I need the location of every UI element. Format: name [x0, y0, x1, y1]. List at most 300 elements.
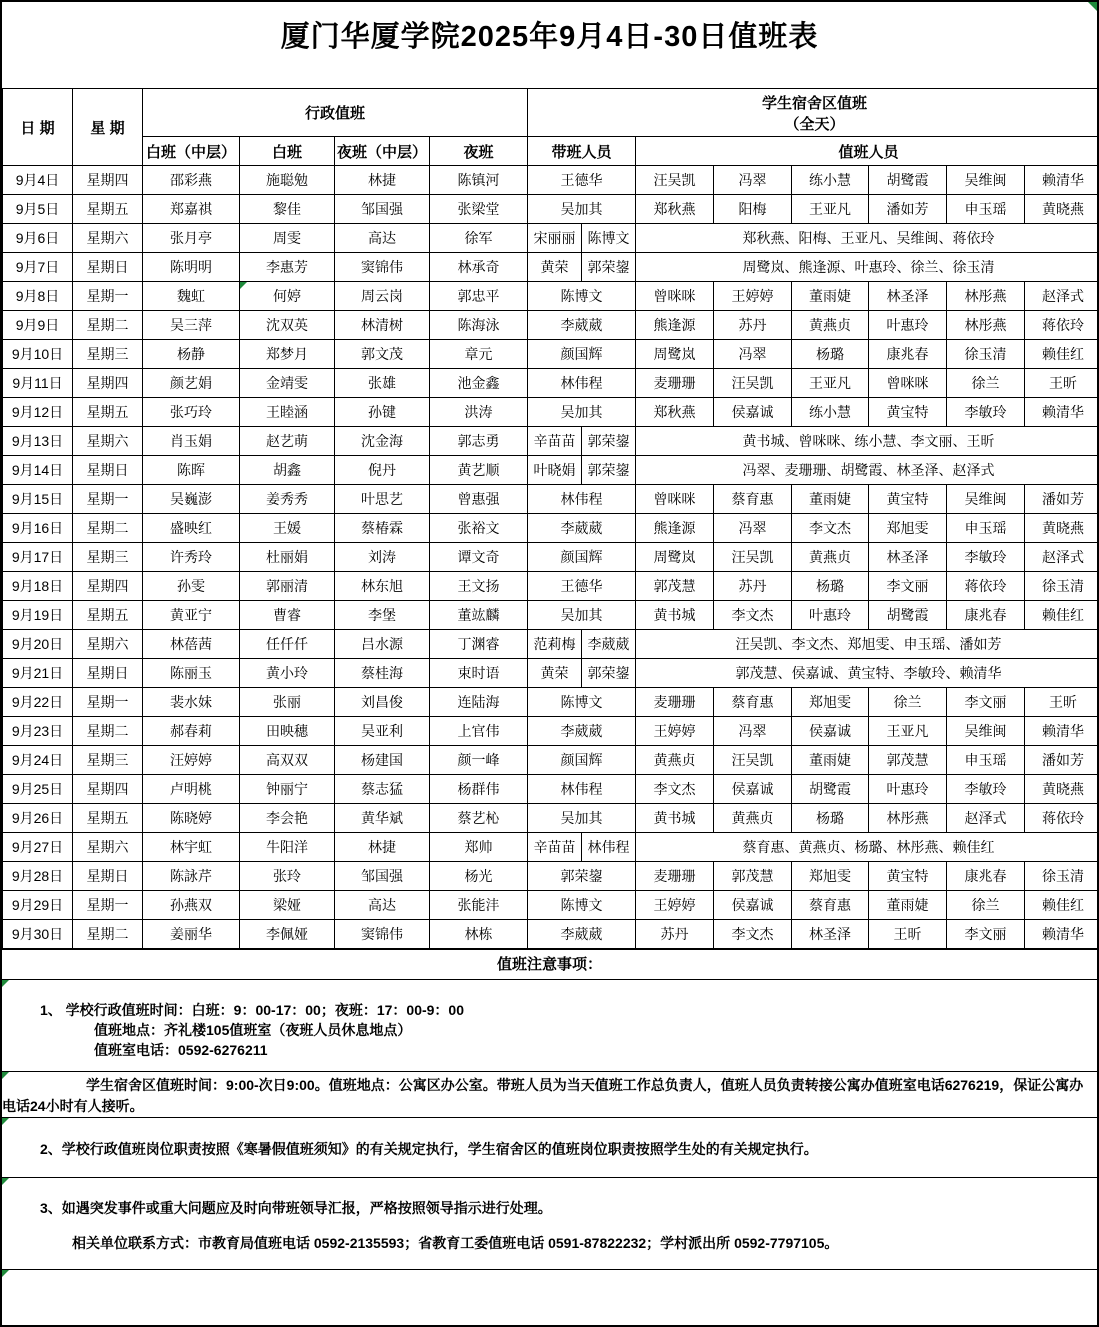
note-dorm-text: 学生宿舍区值班时间：9:00-次日9:00。值班地点：公寓区办公室。带班人员为当天值班工作总负责人，值班人员负责转接公寓办值班室电话6276219，保证公寓办电话24小时有人接听。 [2, 1077, 1084, 1114]
lead-person-cell: 颜国辉 [528, 746, 636, 775]
lead-person-cell: 林伟程 [528, 775, 636, 804]
duty-person-cell: 赵泽式 [1025, 282, 1099, 311]
day-mid-duty-cell: 颜艺娟 [143, 369, 240, 398]
night-duty-cell: 曾惠强 [430, 485, 528, 514]
table-row [3, 804, 1099, 833]
duty-person-cell: 叶惠玲 [869, 311, 947, 340]
night-mid-duty-cell: 沈金海 [335, 427, 430, 456]
duty-person-cell: 黄燕贞 [636, 746, 714, 775]
duty-person-cell: 杨璐 [792, 804, 869, 833]
day-duty-cell: 张丽 [240, 688, 335, 717]
title-block [2, 2, 1097, 88]
day-mid-duty-cell: 陈晖 [143, 456, 240, 485]
date-cell: 9月7日 [3, 253, 73, 282]
duty-person-cell: 吴维闽 [947, 485, 1025, 514]
lead-person-cell: 颜国辉 [528, 340, 636, 369]
day-duty-cell: 周雯 [240, 224, 335, 253]
night-mid-duty-cell: 杨建国 [335, 746, 430, 775]
table-row [3, 311, 1099, 340]
duty-person-cell: 曾咪咪 [869, 369, 947, 398]
night-mid-duty-cell: 孙键 [335, 398, 430, 427]
night-duty-cell: 蔡艺杺 [430, 804, 528, 833]
col-header-day: 白班 [240, 137, 335, 166]
duty-persons-merged-cell: 冯翠、麦珊珊、胡鹭霞、林圣泽、赵泽式 [636, 456, 1099, 485]
duty-person-cell: 徐兰 [869, 688, 947, 717]
day-duty-cell: 牛阳洋 [240, 833, 335, 862]
note-dorm-duty-time [2, 1071, 1097, 1117]
lead-person-cell: 李葳葳 [528, 311, 636, 340]
weekday-cell: 星期二 [73, 920, 143, 949]
table-row [3, 572, 1099, 601]
duty-person-cell: 王亚凡 [792, 369, 869, 398]
duty-person-cell: 麦珊珊 [636, 862, 714, 891]
lead-person-cell: 吴加其 [528, 195, 636, 224]
day-mid-duty-cell: 姜丽华 [143, 920, 240, 949]
night-mid-duty-cell: 林清树 [335, 311, 430, 340]
table-row [3, 862, 1099, 891]
duty-person-cell: 赵泽式 [947, 804, 1025, 833]
day-mid-duty-cell: 郝春莉 [143, 717, 240, 746]
duty-person-cell: 吴维闽 [947, 717, 1025, 746]
date-cell: 9月8日 [3, 282, 73, 311]
duty-person-cell: 蔡育惠 [714, 485, 792, 514]
duty-person-cell: 汪吴凯 [714, 746, 792, 775]
duty-person-cell: 郑旭雯 [792, 688, 869, 717]
duty-person-cell: 王亚凡 [792, 195, 869, 224]
day-mid-duty-cell: 林宇虹 [143, 833, 240, 862]
day-duty-cell: 钟丽宁 [240, 775, 335, 804]
night-mid-duty-cell: 林捷 [335, 166, 430, 195]
empty-row [2, 1269, 1097, 1314]
duty-person-cell: 练小慧 [792, 166, 869, 195]
dorm-group-line1: 学生宿舍区值班 [762, 94, 868, 112]
duty-person-cell: 苏丹 [714, 311, 792, 340]
duty-person-cell: 冯翠 [714, 514, 792, 543]
duty-person-cell: 徐玉清 [947, 340, 1025, 369]
day-mid-duty-cell: 汪婷婷 [143, 746, 240, 775]
duty-person-cell: 申玉瑶 [947, 195, 1025, 224]
night-mid-duty-cell: 蔡桂海 [335, 659, 430, 688]
page-title: 厦门华厦学院2025年9月4日-30日值班表 [280, 21, 819, 53]
duty-person-cell: 李敏玲 [947, 543, 1025, 572]
day-duty-cell: 王睦涵 [240, 398, 335, 427]
night-duty-cell: 张能沣 [430, 891, 528, 920]
day-duty-cell: 沈双英 [240, 311, 335, 340]
dorm-group-line2: （全天） [784, 115, 845, 133]
duty-person-cell: 黄书城 [636, 601, 714, 630]
lead-person-cell: 李葳葳 [528, 717, 636, 746]
excel-flag-icon [1088, 2, 1097, 11]
duty-person-cell: 蒋依玲 [947, 572, 1025, 601]
date-cell: 9月28日 [3, 862, 73, 891]
night-mid-duty-cell: 高达 [335, 891, 430, 920]
night-mid-duty-cell: 张雄 [335, 369, 430, 398]
duty-persons-merged-cell: 蔡育惠、黄燕贞、杨璐、林彤燕、赖佳红 [636, 833, 1099, 862]
duty-person-cell: 黄晓燕 [1025, 195, 1099, 224]
table-row [3, 195, 1099, 224]
duty-person-cell: 李文丽 [947, 688, 1025, 717]
table-row [3, 340, 1099, 369]
night-mid-duty-cell: 吕水源 [335, 630, 430, 659]
table-row [3, 427, 1099, 456]
day-mid-duty-cell: 吴三萍 [143, 311, 240, 340]
excel-flag-icon [2, 1072, 9, 1079]
table-row [3, 224, 1099, 253]
header-group-row [3, 89, 1099, 137]
duty-person-cell: 熊逢源 [636, 311, 714, 340]
duty-person-cell: 赖佳红 [1025, 891, 1099, 920]
lead-person-cell: 林伟程 [528, 369, 636, 398]
duty-person-cell: 胡鹭霞 [869, 166, 947, 195]
night-mid-duty-cell: 蔡椿霖 [335, 514, 430, 543]
weekday-cell: 星期日 [73, 253, 143, 282]
weekday-cell: 星期六 [73, 833, 143, 862]
lead-person-cell: 郭荣鋆 [582, 659, 636, 688]
weekday-cell: 星期二 [73, 311, 143, 340]
day-duty-cell: 胡鑫 [240, 456, 335, 485]
duty-person-cell: 黄书城 [636, 804, 714, 833]
duty-person-cell: 麦珊珊 [636, 369, 714, 398]
contacts-text: 相关单位联系方式：市教育局值班电话 0592-2135593；省教育工委值班电话 0591-87822232；学村派出所 0592-7797105。 [72, 1235, 839, 1251]
duty-person-cell: 王昕 [1025, 688, 1099, 717]
duty-person-cell: 苏丹 [636, 920, 714, 949]
table-row [3, 630, 1099, 659]
lead-person-cell: 宋丽丽 [528, 224, 582, 253]
lead-person-cell: 吴加其 [528, 398, 636, 427]
excel-flag-icon [2, 1178, 9, 1185]
duty-person-cell: 王昕 [1025, 369, 1099, 398]
duty-person-cell: 郭茂慧 [869, 746, 947, 775]
col-group-dorm-duty [528, 89, 1099, 137]
day-duty-cell: 高双双 [240, 746, 335, 775]
duty-person-cell: 郑旭雯 [869, 514, 947, 543]
duty-person-cell: 徐兰 [947, 891, 1025, 920]
note-emergency-and-contacts [2, 1177, 1097, 1269]
night-duty-cell: 束时语 [430, 659, 528, 688]
duty-person-cell: 李文丽 [947, 920, 1025, 949]
lead-person-cell: 林伟程 [528, 485, 636, 514]
duty-person-cell: 黄晓燕 [1025, 514, 1099, 543]
table-row [3, 717, 1099, 746]
date-cell: 9月11日 [3, 369, 73, 398]
weekday-cell: 星期五 [73, 601, 143, 630]
duty-person-cell: 王亚凡 [869, 717, 947, 746]
lead-person-cell: 吴加其 [528, 601, 636, 630]
col-header-day-mid: 白班（中层） [143, 137, 240, 166]
duty-roster-table [2, 88, 1099, 949]
date-cell: 9月18日 [3, 572, 73, 601]
excel-flag-icon [2, 1118, 9, 1125]
lead-person-cell: 王德华 [528, 572, 636, 601]
day-mid-duty-cell: 盛映红 [143, 514, 240, 543]
day-duty-cell: 郭丽清 [240, 572, 335, 601]
duty-person-cell: 蔡育惠 [792, 891, 869, 920]
duty-person-cell: 董雨婕 [792, 485, 869, 514]
day-duty-cell: 李惠芳 [240, 253, 335, 282]
table-row [3, 166, 1099, 195]
duty-person-cell: 黄燕贞 [792, 311, 869, 340]
duty-person-cell: 汪吴凯 [636, 166, 714, 195]
weekday-cell: 星期一 [73, 282, 143, 311]
day-duty-cell: 金靖雯 [240, 369, 335, 398]
duty-person-cell: 黄宝特 [869, 485, 947, 514]
weekday-cell: 星期四 [73, 369, 143, 398]
day-duty-cell: 王媛 [240, 514, 335, 543]
duty-person-cell: 徐玉清 [1025, 862, 1099, 891]
lead-person-cell: 李葳葳 [582, 630, 636, 659]
lead-person-cell: 郭荣鋆 [582, 253, 636, 282]
night-duty-cell: 谭文奇 [430, 543, 528, 572]
night-mid-duty-cell: 邹国强 [335, 195, 430, 224]
lead-person-cell: 辛苗苗 [528, 833, 582, 862]
duty-person-cell: 黄燕贞 [792, 543, 869, 572]
duty-person-cell: 赖清华 [1025, 920, 1099, 949]
date-cell: 9月22日 [3, 688, 73, 717]
duty-person-cell: 蒋依玲 [1025, 804, 1099, 833]
excel-flag-icon [240, 282, 247, 289]
day-mid-duty-cell: 张巧玲 [143, 398, 240, 427]
duty-person-cell: 杨璐 [792, 340, 869, 369]
duty-person-cell: 康兆春 [869, 340, 947, 369]
duty-person-cell: 练小慧 [792, 398, 869, 427]
duty-person-cell: 李文杰 [636, 775, 714, 804]
weekday-cell: 星期四 [73, 166, 143, 195]
day-mid-duty-cell: 陈晓婷 [143, 804, 240, 833]
day-duty-cell: 郑梦月 [240, 340, 335, 369]
table-row [3, 746, 1099, 775]
date-cell: 9月27日 [3, 833, 73, 862]
weekday-cell: 星期三 [73, 543, 143, 572]
weekday-cell: 星期二 [73, 514, 143, 543]
weekday-cell: 星期三 [73, 340, 143, 369]
duty-person-cell: 李文杰 [714, 920, 792, 949]
night-mid-duty-cell: 林捷 [335, 833, 430, 862]
duty-person-cell: 黄宝特 [869, 862, 947, 891]
table-row [3, 775, 1099, 804]
date-cell: 9月25日 [3, 775, 73, 804]
duty-person-cell: 董雨婕 [869, 891, 947, 920]
day-duty-cell: 黄小玲 [240, 659, 335, 688]
duty-person-cell: 吴维闽 [947, 166, 1025, 195]
col-header-duty: 值班人员 [636, 137, 1099, 166]
duty-person-cell: 蔡育惠 [714, 688, 792, 717]
night-mid-duty-cell: 窦锦伟 [335, 253, 430, 282]
lead-person-cell: 叶晓娟 [528, 456, 582, 485]
night-duty-cell: 池金鑫 [430, 369, 528, 398]
date-cell: 9月19日 [3, 601, 73, 630]
note-admin-duty-time [2, 979, 1097, 1071]
night-duty-cell: 郭忠平 [430, 282, 528, 311]
duty-persons-merged-cell: 汪吴凯、李文杰、郑旭雯、申玉瑶、潘如芳 [636, 630, 1099, 659]
note-duty-rules [2, 1117, 1097, 1177]
duty-person-cell: 阳梅 [714, 195, 792, 224]
weekday-cell: 星期五 [73, 195, 143, 224]
duty-person-cell: 黄燕贞 [714, 804, 792, 833]
weekday-cell: 星期五 [73, 804, 143, 833]
night-mid-duty-cell: 郭文茂 [335, 340, 430, 369]
lead-person-cell: 林伟程 [582, 833, 636, 862]
night-mid-duty-cell: 叶思艺 [335, 485, 430, 514]
excel-flag-icon [2, 980, 9, 987]
night-mid-duty-cell: 高达 [335, 224, 430, 253]
night-duty-cell: 郑帅 [430, 833, 528, 862]
duty-person-cell: 李敏玲 [947, 775, 1025, 804]
duty-person-cell: 冯翠 [714, 340, 792, 369]
lead-person-cell: 陈博文 [582, 224, 636, 253]
day-duty-cell: 张玲 [240, 862, 335, 891]
duty-person-cell: 冯翠 [714, 166, 792, 195]
duty-person-cell: 赖佳红 [1025, 340, 1099, 369]
note3-text: 3、如遇突发事件或重大问题应及时向带班领导汇报，严格按照领导指示进行处理。 [40, 1200, 552, 1216]
duty-person-cell: 赖清华 [1025, 717, 1099, 746]
date-cell: 9月29日 [3, 891, 73, 920]
duty-person-cell: 林圣泽 [869, 543, 947, 572]
duty-person-cell: 黄晓燕 [1025, 775, 1099, 804]
day-duty-cell: 何婷 [240, 282, 335, 311]
day-mid-duty-cell: 裴水妹 [143, 688, 240, 717]
weekday-cell: 星期一 [73, 688, 143, 717]
table-row [3, 833, 1099, 862]
night-duty-cell: 王文扬 [430, 572, 528, 601]
duty-person-cell: 周鹭岚 [636, 543, 714, 572]
night-duty-cell: 陈镇河 [430, 166, 528, 195]
day-mid-duty-cell: 卢明桃 [143, 775, 240, 804]
note1-line1: 1、 学校行政值班时间：白班：9：00-17：00；夜班：17：00-9：00 [40, 1002, 465, 1018]
duty-person-cell: 赵泽式 [1025, 543, 1099, 572]
duty-person-cell: 蒋依玲 [1025, 311, 1099, 340]
duty-person-cell: 王婷婷 [636, 717, 714, 746]
lead-person-cell: 辛苗苗 [528, 427, 582, 456]
table-row [3, 456, 1099, 485]
date-cell: 9月17日 [3, 543, 73, 572]
duty-person-cell: 叶惠玲 [869, 775, 947, 804]
day-mid-duty-cell: 黄亚宁 [143, 601, 240, 630]
duty-person-cell: 徐兰 [947, 369, 1025, 398]
lead-person-cell: 黄荣 [528, 659, 582, 688]
day-duty-cell: 施聪勉 [240, 166, 335, 195]
duty-person-cell: 黄宝特 [869, 398, 947, 427]
lead-person-cell: 范莉梅 [528, 630, 582, 659]
duty-person-cell: 董雨婕 [792, 746, 869, 775]
night-duty-cell: 张梁堂 [430, 195, 528, 224]
table-row [3, 543, 1099, 572]
night-mid-duty-cell: 周云岗 [335, 282, 430, 311]
duty-person-cell: 郭茂慧 [714, 862, 792, 891]
duty-person-cell: 申玉瑶 [947, 746, 1025, 775]
duty-person-cell: 王婷婷 [714, 282, 792, 311]
night-duty-cell: 黄艺顺 [430, 456, 528, 485]
night-mid-duty-cell: 倪丹 [335, 456, 430, 485]
day-mid-duty-cell: 陈明明 [143, 253, 240, 282]
night-duty-cell: 董竑麟 [430, 601, 528, 630]
night-duty-cell: 颜一峰 [430, 746, 528, 775]
lead-person-cell: 王德华 [528, 166, 636, 195]
night-duty-cell: 上官伟 [430, 717, 528, 746]
duty-person-cell: 林彤燕 [947, 282, 1025, 311]
duty-person-cell: 侯嘉诚 [714, 891, 792, 920]
col-group-admin-duty: 行政值班 [143, 89, 528, 137]
duty-person-cell: 侯嘉诚 [714, 775, 792, 804]
duty-person-cell: 郑秋燕 [636, 398, 714, 427]
duty-person-cell: 徐玉清 [1025, 572, 1099, 601]
day-mid-duty-cell: 张月亭 [143, 224, 240, 253]
table-row [3, 688, 1099, 717]
duty-person-cell: 胡鹭霞 [792, 775, 869, 804]
duty-person-cell: 苏丹 [714, 572, 792, 601]
day-mid-duty-cell: 陈丽玉 [143, 659, 240, 688]
note2-text: 2、学校行政值班岗位职责按照《寒暑假值班须知》的有关规定执行，学生宿舍区的值班岗位职责按照学生处的有关规定执行。 [40, 1141, 818, 1157]
duty-person-cell: 汪吴凯 [714, 543, 792, 572]
duty-person-cell: 潘如芳 [869, 195, 947, 224]
day-duty-cell: 田映穗 [240, 717, 335, 746]
date-cell: 9月13日 [3, 427, 73, 456]
header-sub-row [3, 137, 1099, 166]
duty-person-cell: 曾咪咪 [636, 485, 714, 514]
night-duty-cell: 丁渊睿 [430, 630, 528, 659]
duty-person-cell: 叶惠玲 [792, 601, 869, 630]
day-mid-duty-cell: 肖玉娟 [143, 427, 240, 456]
duty-person-cell: 冯翠 [714, 717, 792, 746]
night-duty-cell: 郭志勇 [430, 427, 528, 456]
day-duty-cell: 任仟仟 [240, 630, 335, 659]
duty-person-cell: 赖佳红 [1025, 601, 1099, 630]
duty-person-cell: 李文丽 [869, 572, 947, 601]
date-cell: 9月5日 [3, 195, 73, 224]
duty-person-cell: 赖清华 [1025, 166, 1099, 195]
date-cell: 9月14日 [3, 456, 73, 485]
night-mid-duty-cell: 邹国强 [335, 862, 430, 891]
date-cell: 9月26日 [3, 804, 73, 833]
weekday-cell: 星期四 [73, 572, 143, 601]
date-cell: 9月21日 [3, 659, 73, 688]
duty-person-cell: 郭茂慧 [636, 572, 714, 601]
duty-person-cell: 王昕 [869, 920, 947, 949]
date-cell: 9月20日 [3, 630, 73, 659]
day-duty-cell: 李佩娅 [240, 920, 335, 949]
date-cell: 9月30日 [3, 920, 73, 949]
lead-person-cell: 郭荣鋆 [582, 427, 636, 456]
duty-persons-merged-cell: 黄书城、曾咪咪、练小慧、李文丽、王昕 [636, 427, 1099, 456]
duty-person-cell: 郑旭雯 [792, 862, 869, 891]
duty-person-cell: 曾咪咪 [636, 282, 714, 311]
night-mid-duty-cell: 蔡志猛 [335, 775, 430, 804]
weekday-cell: 星期日 [73, 659, 143, 688]
night-mid-duty-cell: 林东旭 [335, 572, 430, 601]
lead-person-cell: 颜国辉 [528, 543, 636, 572]
night-duty-cell: 洪涛 [430, 398, 528, 427]
day-duty-cell: 赵艺萌 [240, 427, 335, 456]
lead-person-cell: 陈博文 [528, 891, 636, 920]
night-duty-cell: 连陆海 [430, 688, 528, 717]
date-cell: 9月12日 [3, 398, 73, 427]
duty-person-cell: 董雨婕 [792, 282, 869, 311]
date-cell: 9月23日 [3, 717, 73, 746]
table-row [3, 601, 1099, 630]
night-duty-cell: 林承奇 [430, 253, 528, 282]
day-mid-duty-cell: 孙燕双 [143, 891, 240, 920]
weekday-cell: 星期一 [73, 485, 143, 514]
duty-persons-merged-cell: 郭茂慧、侯嘉诚、黄宝特、李敏玲、赖清华 [636, 659, 1099, 688]
weekday-cell: 星期日 [73, 456, 143, 485]
duty-persons-merged-cell: 郑秋燕、阳梅、王亚凡、吴维闽、蒋依玲 [636, 224, 1099, 253]
duty-person-cell: 林彤燕 [947, 311, 1025, 340]
night-duty-cell: 杨光 [430, 862, 528, 891]
weekday-cell: 星期日 [73, 862, 143, 891]
day-mid-duty-cell: 林蓓茜 [143, 630, 240, 659]
duty-person-cell: 王婷婷 [636, 891, 714, 920]
weekday-cell: 星期二 [73, 717, 143, 746]
weekday-cell: 星期六 [73, 224, 143, 253]
